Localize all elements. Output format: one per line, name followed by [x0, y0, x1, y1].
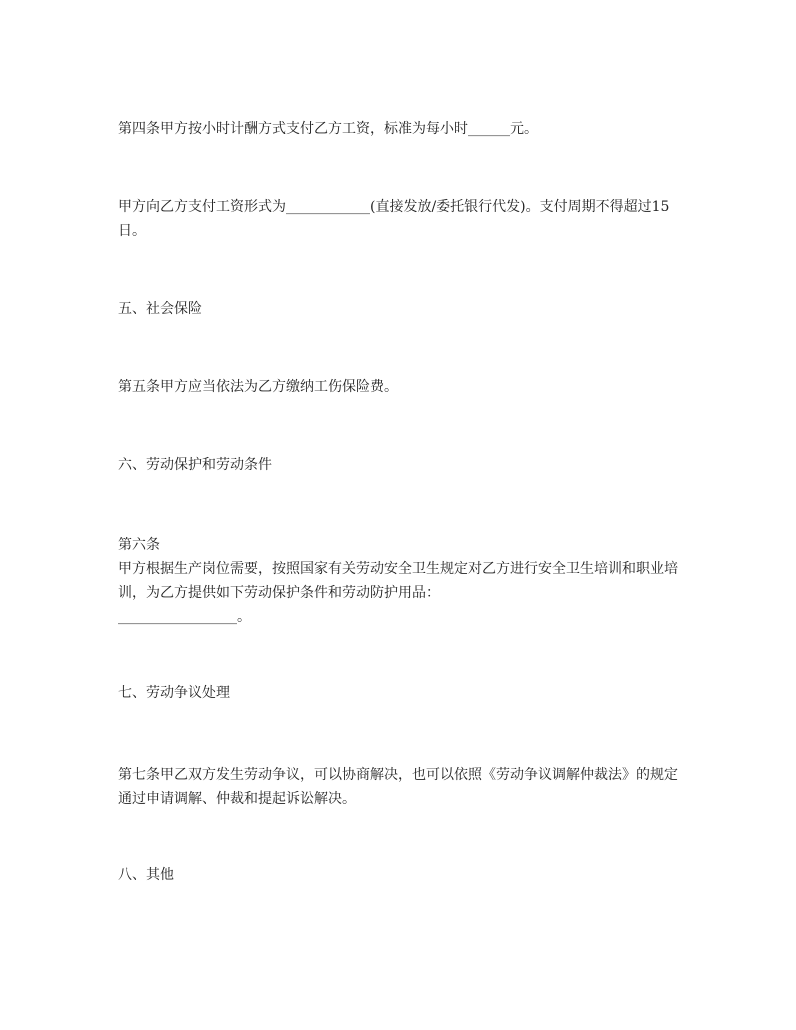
article-6-body: 甲方根据生产岗位需要，按照国家有关劳动安全卫生规定对乙方进行安全卫生培训和职业培训，为乙方提供如下劳动保护条件和劳动防护用品： [118, 561, 678, 601]
wage-payment-method: 甲方向乙方支付工资形式为____________(直接发放/委托银行代发)。支付周期不得超过15日。 [118, 199, 670, 239]
article-6-blank: _________________。 [118, 609, 251, 625]
article-5-insurance: 第五条甲方应当依法为乙方缴纳工伤保险费。 [118, 379, 398, 395]
section-heading-dispute: 七、劳动争议处理 [118, 685, 230, 701]
section-heading-social-insurance: 五、社会保险 [118, 301, 202, 317]
article-7-dispute: 第七条甲乙双方发生劳动争议，可以协商解决，也可以依照《劳动争议调解仲裁法》的规定通过申请调解、仲裁和提起诉讼解决。 [118, 767, 678, 807]
section-heading-other: 八、其他 [118, 867, 174, 883]
section-heading-labor-protection: 六、劳动保护和劳动条件 [118, 457, 272, 473]
article-4-wage-standard: 第四条甲方按小时计酬方式支付乙方工资，标准为每小时______元。 [118, 121, 538, 137]
article-6-title: 第六条 [118, 537, 160, 553]
